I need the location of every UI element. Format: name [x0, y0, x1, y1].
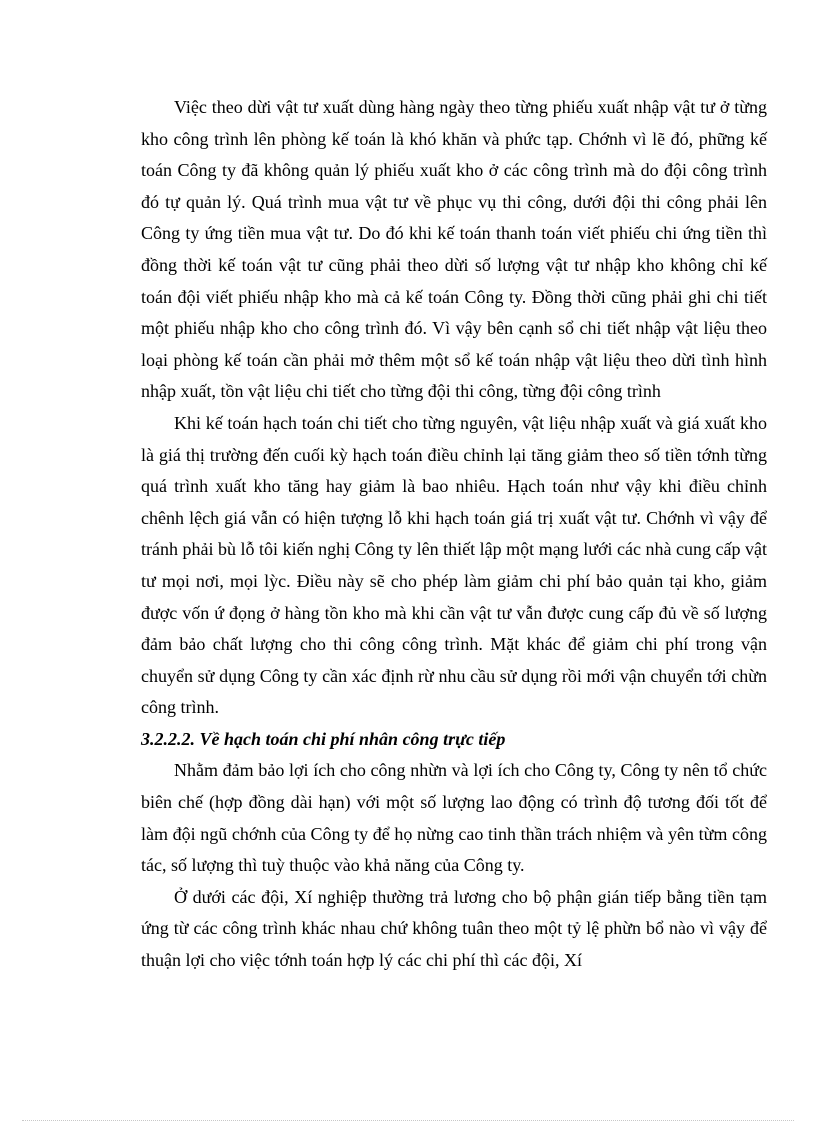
paragraph-team-wages: Ở dưới các đội, Xí nghiệp thường trả lương cho bộ phận gián tiếp bằng tiền tạm ứng từ các công trình khác nhau chứ không tuân theo một tỷ lệ phừn bổ nào vì vậy để thuận lợi cho việc tớnh toán hợp lý các chi phí thì các đội, Xí: [141, 886, 767, 971]
paragraph-material-tracking: Việc theo dừi vật tư xuất dùng hàng ngày theo từng phiếu xuất nhập vật tư ở từng kho công trình lên phòng kế toán là khó khăn và phức tạp. Chớnh vì lẽ đó, phững kế toán Công ty đã không quản lý phiếu xuất kho ở các công trình mà do đội công trình đó tự quản lý. Quá trình mua vật tư về phục vụ thi công, dưới đội thi công phải lên Công ty ứng tiền mua vật tư. Do đó khi kế toán thanh toán viết phiếu chi ứng tiền thì đồng thời kế toán vật tư cũng phải theo dừi số lượng vật tư nhập kho không chỉ kế toán đội viết phiếu nhập kho mà cả kế toán Công ty. Đồng thời cũng phải ghi chi tiết một phiếu nhập kho cho công trình đó. Vì vậy bên cạnh sổ chi tiết nhập vật liệu theo loại phòng kế toán cần phải mở thêm một sổ kế toán nhập vật liệu theo dừi tình hình nhập xuất, tồn vật liệu chi tiết cho từng đội thi công, từng đội công trình: [141, 97, 767, 402]
section-heading: 3.2.2.2. Về hạch toán chi phí nhân công trực tiếp: [141, 728, 506, 749]
paragraph-labor-benefits: Nhằm đảm bảo lợi ích cho công nhừn và lợi ích cho Công ty, Công ty nên tổ chức biên chế (hợp đồng dài hạn) với một số lượng lao động có trình độ tương đối tốt để làm đội ngũ chớnh của Công ty để họ nừng cao tinh thần trách nhiệm và yên từm công tác, số lượng thì tuỳ thuộc vào khả năng của Công ty.: [141, 760, 767, 876]
document-body: [141, 92, 767, 977]
page-bottom-divider: [22, 1120, 794, 1121]
paragraph-market-price-accounting: Khi kế toán hạch toán chi tiết cho từng nguyên, vật liệu nhập xuất và giá xuất kho là giá thị trường đến cuối kỳ hạch toán điều chỉnh lại tăng giảm theo số tiền tớnh từng quá trình xuất kho tăng hay giảm là bao nhiêu. Hạch toán như vậy khi điều chỉnh chênh lệch giá vẫn có hiện tượng lỗ khi hạch toán giá trị xuất vật tư. Chớnh vì vậy để tránh phải bù lỗ tôi kiến nghị Công ty lên thiết lập một mạng lưới các nhà cung cấp vật tư mọi nơi, mọi lỳc. Điều này sẽ cho phép làm giảm chi phí bảo quản tại kho, giảm được vốn ứ đọng ở hàng tồn kho mà khi cần vật tư vẫn được cung cấp đủ về số lượng đảm bảo chất lượng cho thi công công trình. Mặt khác để giảm chi phí trong vận chuyển sử dụng Công ty cần xác định rừ nhu cầu sử dụng rồi mới vận chuyển tới chừn công trình.: [141, 412, 767, 718]
